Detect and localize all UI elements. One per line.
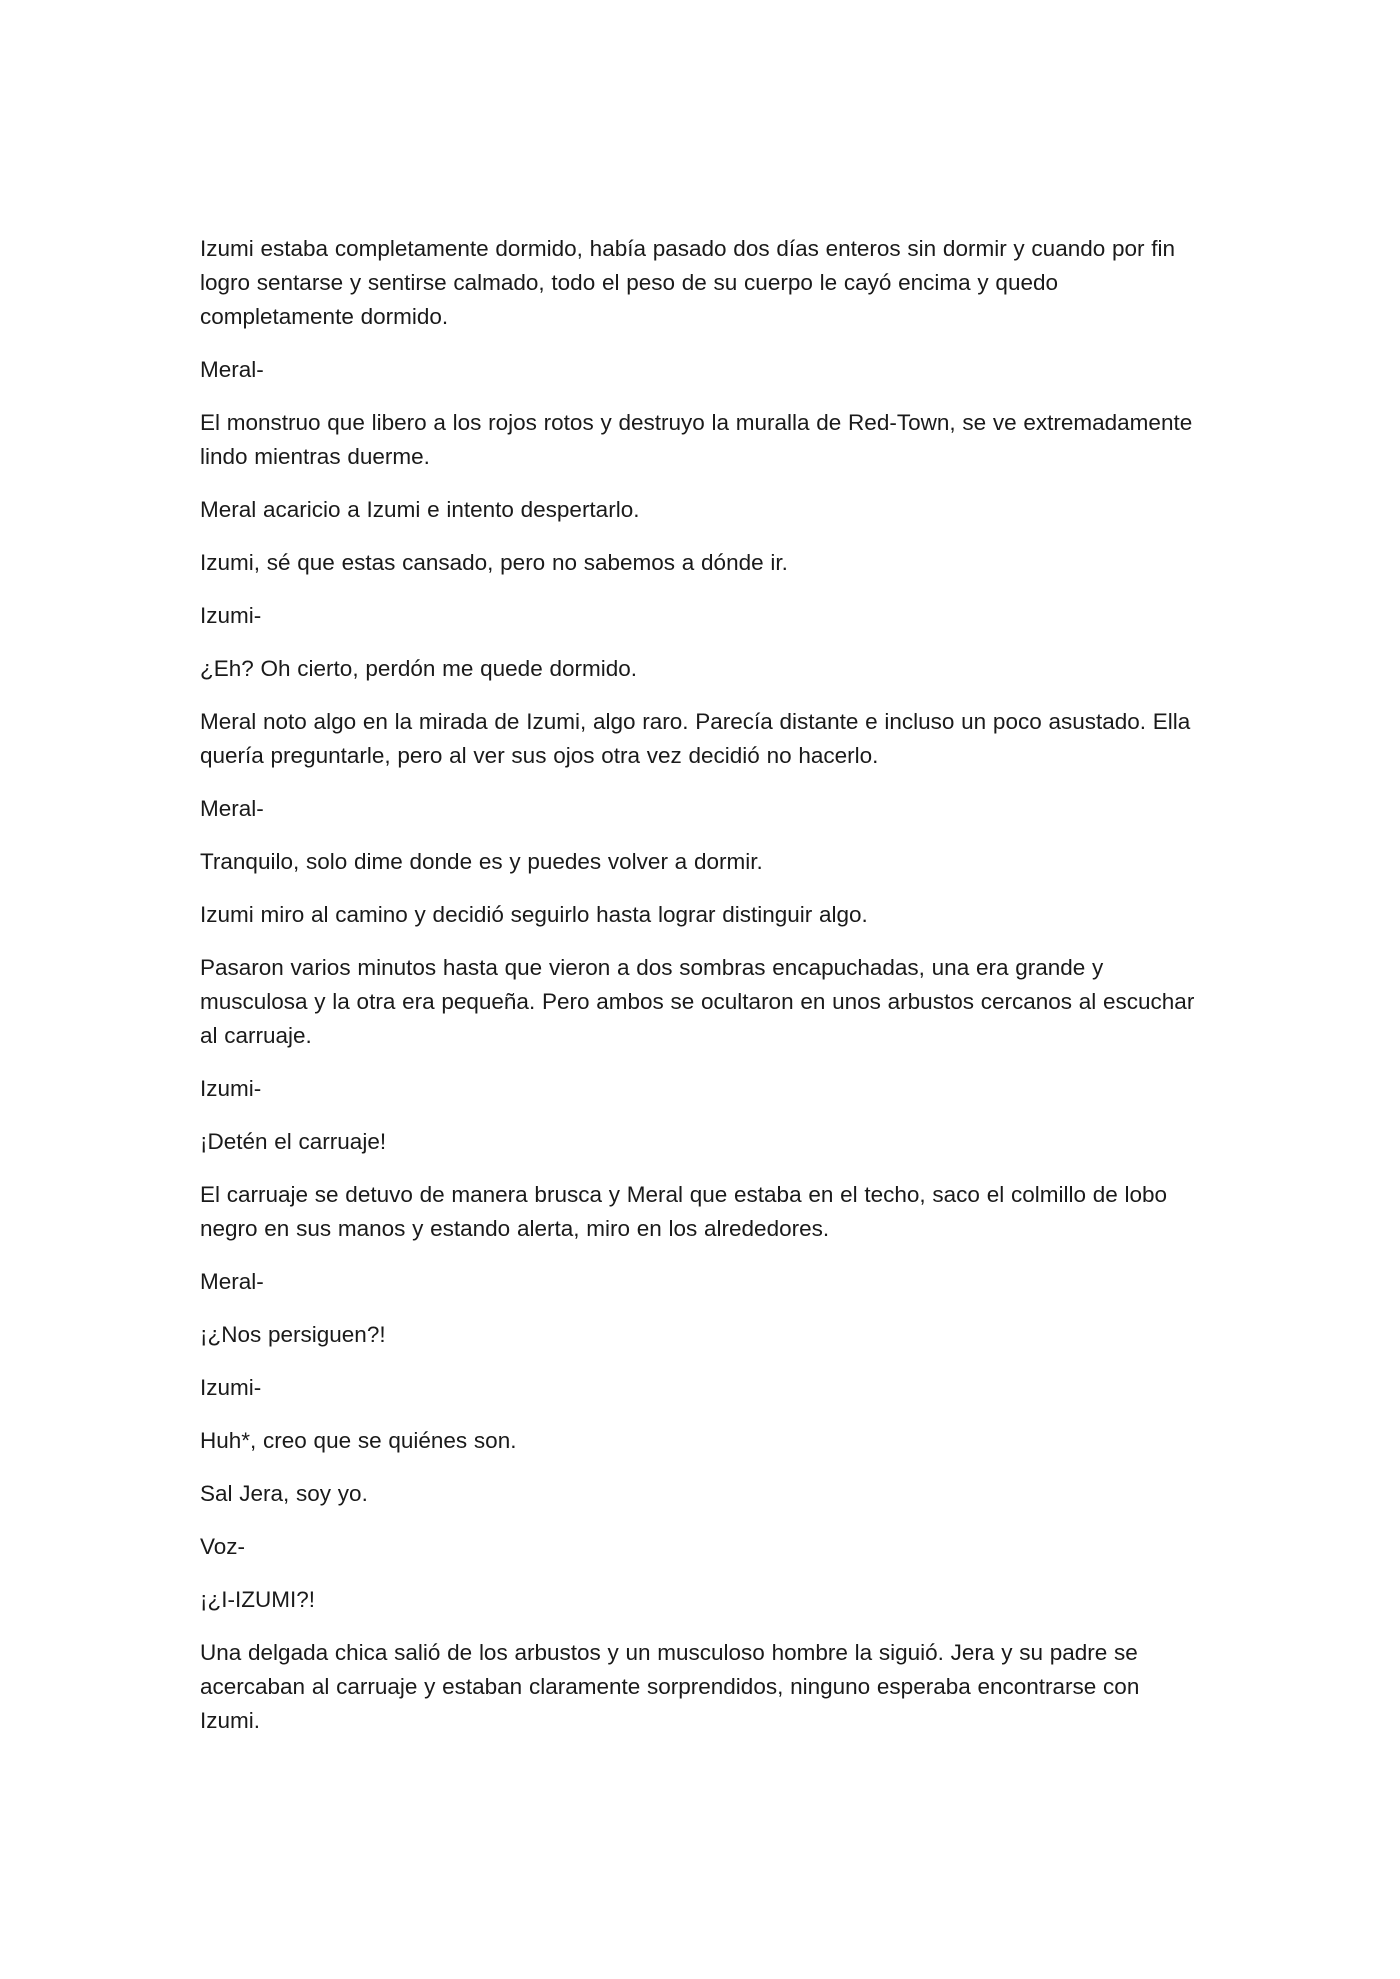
speaker-label: Meral- — [200, 357, 264, 382]
dialogue-paragraph: El monstruo que libero a los rojos rotos y destruyo la muralla de Red-Town, se ve extremadamente lindo mientras duerme. — [200, 410, 1193, 469]
dialogue-paragraph: Tranquilo, solo dime donde es y puedes volver a dormir. — [200, 849, 763, 874]
dialogue-paragraph: ¡¿I-IZUMI?! — [200, 1587, 315, 1612]
document-body — [200, 232, 1200, 1757]
dialogue-paragraph: ¡¿Nos persiguen?! — [200, 1322, 386, 1347]
speaker-label: Meral- — [200, 1269, 264, 1294]
speaker-label: Izumi- — [200, 1375, 262, 1400]
narration-paragraph: Izumi estaba completamente dormido, había pasado dos días enteros sin dormir y cuando por fin logro sentarse y sentirse calmado, todo el peso de su cuerpo le cayó encima y quedo completamente dormido. — [200, 236, 1176, 329]
dialogue-paragraph: Huh*, creo que se quiénes son. — [200, 1428, 517, 1453]
narration-paragraph: El carruaje se detuvo de manera brusca y Meral que estaba en el techo, saco el colmillo de lobo negro en sus manos y estando alerta, miro en los alrededores. — [200, 1182, 1168, 1241]
narration-paragraph: Pasaron varios minutos hasta que vieron a dos sombras encapuchadas, una era grande y musculosa y la otra era pequeña. Pero ambos se ocultaron en unos arbustos cercanos al escuchar al carruaje. — [200, 955, 1195, 1048]
narration-paragraph: Una delgada chica salió de los arbustos y un musculoso hombre la siguió. Jera y su padre se acercaban al carruaje y estaban claramente sorprendidos, ninguno esperaba encontrarse con Izumi. — [200, 1640, 1140, 1733]
dialogue-paragraph: Izumi, sé que estas cansado, pero no sabemos a dónde ir. — [200, 550, 788, 575]
speaker-label: Izumi- — [200, 603, 262, 628]
narration-paragraph: Meral noto algo en la mirada de Izumi, algo raro. Parecía distante e incluso un poco asustado. Ella quería preguntarle, pero al ver sus ojos otra vez decidió no hacerlo. — [200, 709, 1191, 768]
narration-paragraph: Izumi miro al camino y decidió seguirlo hasta lograr distinguir algo. — [200, 902, 868, 927]
dialogue-paragraph: ¿Eh? Oh cierto, perdón me quede dormido. — [200, 656, 637, 681]
speaker-label: Meral- — [200, 796, 264, 821]
narration-paragraph: Meral acaricio a Izumi e intento despertarlo. — [200, 497, 640, 522]
dialogue-paragraph: ¡Detén el carruaje! — [200, 1129, 387, 1154]
dialogue-paragraph: Sal Jera, soy yo. — [200, 1481, 368, 1506]
speaker-label: Izumi- — [200, 1076, 262, 1101]
speaker-label: Voz- — [200, 1534, 246, 1559]
